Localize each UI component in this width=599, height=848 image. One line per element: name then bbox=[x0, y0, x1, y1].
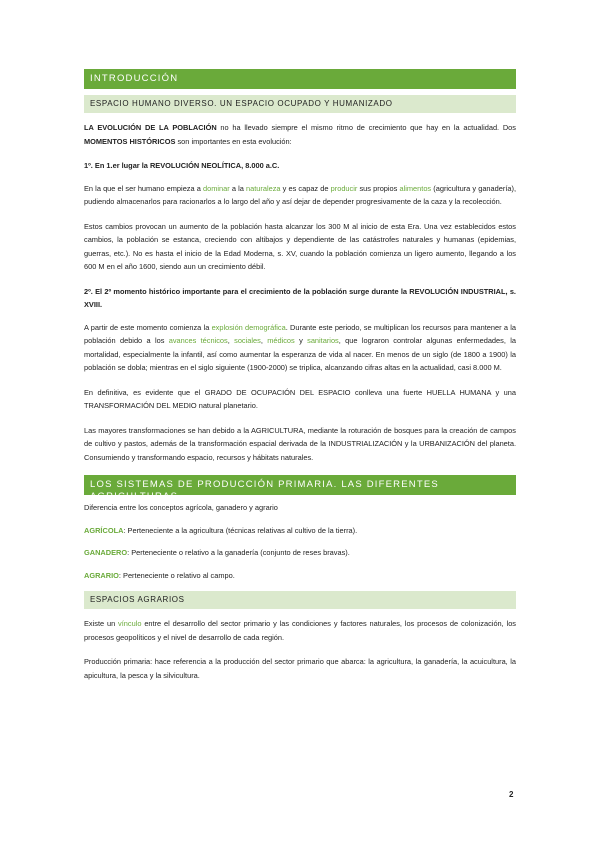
subsection-heading-espacio-humano: ESPACIO HUMANO DIVERSO. UN ESPACIO OCUPADO Y HUMANIZADO bbox=[84, 95, 516, 113]
highlight-term: avances técnicos bbox=[168, 336, 228, 345]
definition-agricola bbox=[84, 524, 516, 538]
text: son importantes en esta evolución: bbox=[175, 136, 292, 146]
definition-agrario bbox=[84, 569, 516, 583]
text: En definitiva, es evidente que el bbox=[84, 387, 205, 397]
text: y es capaz de bbox=[280, 183, 331, 193]
text: , bbox=[260, 336, 268, 345]
definition-text: : Perteneciente o relativo al campo. bbox=[118, 570, 235, 580]
definition-ganadero bbox=[84, 546, 516, 560]
highlight-term: naturaleza bbox=[245, 183, 281, 193]
highlight-term: dominar bbox=[203, 183, 230, 193]
text: , que lograron controlar algunas enfermedades, la mortalidad, especialmente la infantil, así como aumentar la esperanza de vida al nacer. En menos de un siglo (de 1800 a 1900) la población se dobla; mientras en el siglo siguiente (1900-2000) se triplica, alcanzando cifras altas en la actualidad, casi 8.000 M. bbox=[84, 336, 516, 372]
subsection-heading-espacios-agrarios: ESPACIOS AGRARIOS bbox=[84, 591, 516, 609]
highlight-term: vínculo bbox=[118, 619, 142, 628]
text: del planeta. Consumiendo y transformando espacio, recursos y hábitats naturales. bbox=[84, 439, 517, 462]
definition-term: AGRÍCOLA bbox=[84, 525, 124, 535]
highlight-term: sanitarios bbox=[307, 336, 339, 345]
text: Existe un bbox=[84, 619, 119, 628]
text: A partir de este momento comienza la bbox=[84, 322, 212, 332]
bold-text: MOMENTOS HISTÓRICOS bbox=[84, 136, 176, 146]
highlight-term: alimentos bbox=[399, 183, 432, 193]
document-page bbox=[84, 69, 516, 693]
paragraph-produccion-primaria: Producción primaria: hace referencia a la producción del sector primario que abarca: la agricultura, la ganadería, la acuicultura, la apicultura, la pesca y la silvicultura. bbox=[84, 657, 516, 680]
text: conlleva una fuerte bbox=[350, 387, 427, 397]
highlight-term: sociales bbox=[234, 336, 261, 345]
text: . Durante este periodo, se multiplican los recursos para mantener a la población debido a los bbox=[84, 322, 516, 345]
page-number: 2 bbox=[509, 790, 514, 799]
paragraph-transformaciones bbox=[84, 424, 516, 465]
paragraph-vinculo bbox=[84, 617, 516, 644]
caps-term: AGRICULTURA bbox=[250, 425, 304, 435]
text: Las mayores transformaciones se han debido a la bbox=[84, 425, 251, 435]
paragraph-revolucion-neolitica bbox=[84, 159, 516, 173]
paragraph-revolucion-industrial bbox=[84, 285, 516, 312]
caps-term: TRANSFORMACIÓN DEL MEDIO bbox=[84, 401, 197, 410]
caps-term: URBANIZACIÓN bbox=[419, 439, 475, 448]
text: , mediante la roturación de bosques para la creación de campos de cultivo y pastos, además de la transformación espacial derivada de la bbox=[84, 425, 516, 448]
paragraph-en-definitiva bbox=[84, 386, 516, 413]
text: entre el desarrollo del sector primario y las condiciones y factores naturales, los procesos de colonización, los procesos geopolíticos y el nivel de desarrollo de cada región. bbox=[84, 619, 517, 642]
highlight-term: explosión demográfica bbox=[211, 322, 286, 332]
paragraph-ser-humano bbox=[84, 182, 516, 209]
text: , bbox=[227, 336, 235, 345]
paragraph-diferencia: Diferencia entre los conceptos agrícola, ganadero y agrario bbox=[84, 503, 278, 512]
text: (agricultura y ganadería), pudiendo almacenarlos para racionarlos a lo largo del año y así dejar de depender progresivamente de la caza y la recolección. bbox=[84, 183, 517, 206]
caps-term: HUELLA HUMANA bbox=[426, 387, 492, 397]
bold-text: 1º. En 1.er lugar la REVOLUCIÓN NEOLÍTICA, 8.000 a.C. bbox=[84, 161, 280, 170]
highlight-term: médicos bbox=[267, 336, 295, 345]
paragraph-explosion-demografica bbox=[84, 321, 516, 375]
text: natural planetario. bbox=[196, 401, 258, 410]
section-heading-introduccion: INTRODUCCIÓN bbox=[84, 69, 516, 89]
text: a la bbox=[229, 183, 246, 193]
text: y una bbox=[491, 387, 516, 397]
definition-text: : Perteneciente o relativo a la ganadería (conjunto de reses bravas). bbox=[127, 548, 350, 557]
caps-term: GRADO DE OCUPACIÓN DEL ESPACIO bbox=[204, 387, 351, 397]
section-heading-sistemas-produccion: LOS SISTEMAS DE PRODUCCIÓN PRIMARIA. LAS DIFERENTES AGRICULTURAS bbox=[84, 475, 516, 495]
paragraph-estos-cambios: Estos cambios provocan un aumento de la población hasta alcanzar los 300 M al inicio de esta Era. Una vez establecidos estos cambios, la población se estanca, creciendo con altibajos y dependiente de las catástrofes naturales y humanas (epidemias, guerras, etc.). No es hasta el inicio de la Edad Moderna, s. XV, cuando la población comienza un ligero aumento, llegando a los 600 M en el año 1600, siendo aun un crecimiento débil. bbox=[84, 221, 516, 271]
highlight-term: producir bbox=[330, 183, 358, 193]
definition-term: GANADERO bbox=[84, 548, 128, 557]
definition-text: : Perteneciente a la agricultura (técnicas relativas al cultivo de la tierra). bbox=[123, 525, 358, 535]
paragraph-evolucion bbox=[84, 121, 516, 148]
text: En la que el ser humano empieza a bbox=[84, 183, 203, 193]
text: y la bbox=[402, 439, 420, 448]
text: no ha llevado siempre el mismo ritmo de crecimiento que hay en la actualidad. Dos bbox=[216, 123, 516, 132]
bold-text: 2º. El 2º momento histórico importante para el crecimiento de la población surge durante la REVOLUCIÓN INDUSTRIAL, s. XVIII. bbox=[84, 286, 516, 309]
text: y bbox=[294, 336, 308, 345]
definition-term: AGRARIO bbox=[84, 570, 119, 580]
bold-text: LA EVOLUCIÓN DE LA POBLACIÓN bbox=[84, 123, 217, 132]
caps-term: INDUSTRIALIZACIÓN bbox=[328, 439, 403, 448]
text: sus propios bbox=[357, 183, 400, 193]
